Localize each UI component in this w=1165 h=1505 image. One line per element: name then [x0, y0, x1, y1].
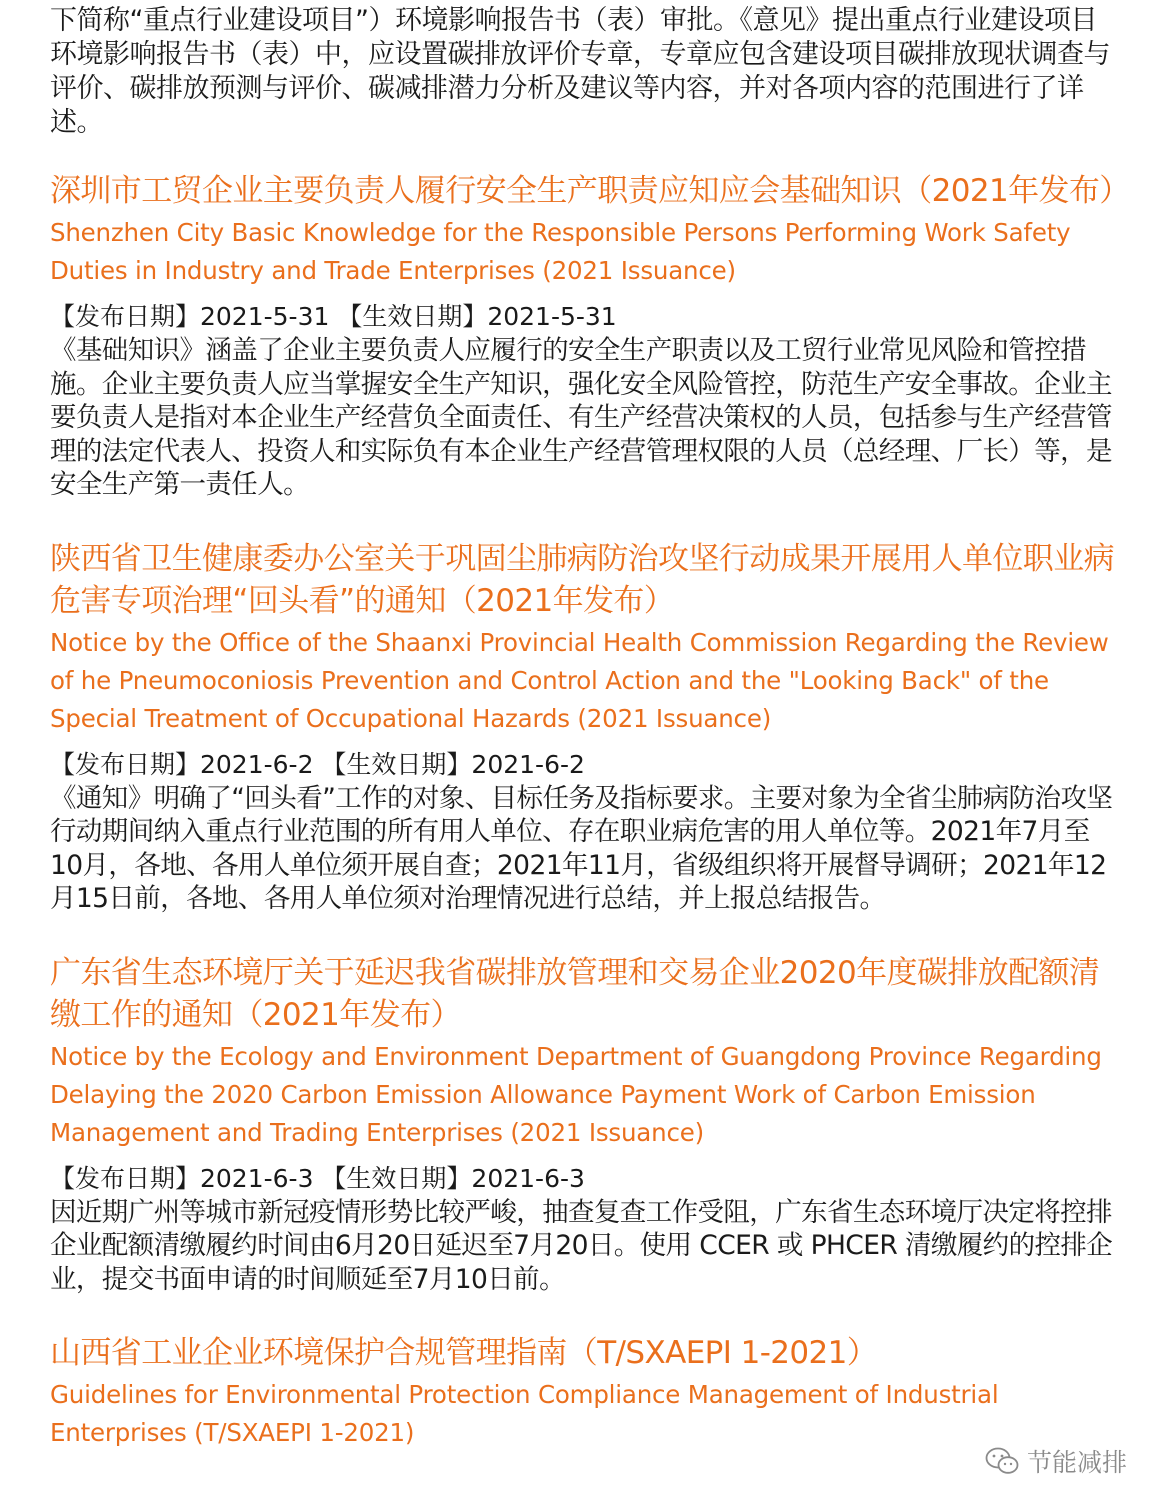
entry-title-zh: 广东省生态环境厅关于延迟我省碳排放管理和交易企业2020年度碳排放配额清缴工作的通知（2021年发布）	[50, 954, 1100, 1033]
intro-paragraph: 下简称“重点行业建设项目”）环境影响报告书（表）审批。《意见》提出重点行业建设项目环境影响报告书（表）中，应设置碳排放评价专章，专章应包含建设项目碳排放现状调查与评价、碳排放预测与评价、碳减排潜力分析及建议等内容，并对各项内容的范围进行了详述。	[50, 5, 1110, 138]
wechat-icon	[985, 1447, 1019, 1475]
regulation-entry-guangdong	[50, 952, 1118, 1297]
entry-title-zh: 山西省工业企业环境保护合规管理指南（T/SXAEPI 1-2021）	[50, 1335, 878, 1371]
document-page	[50, 0, 1130, 1452]
entry-description: 《通知》明确了“回头看”工作的对象、目标任务及指标要求。主要对象为全省尘肺病防治攻坚行动期间纳入重点行业范围的所有用人单位、存在职业病危害的用人单位等。2021年7月至10月，各地、各用人单位须开展自查；2021年11月，省级组织将开展督导调研；2021年12月15日前，各地、各用人单位须对治理情况进行总结，并上报总结报告。	[50, 782, 1113, 914]
entry-title-en: Shenzhen City Basic Knowledge for the Responsible Persons Performing Work Safety Duties in Industry and Trade Enterprises (2021 Issuance)	[50, 218, 1071, 285]
entry-description: 《基础知识》涵盖了企业主要负责人应履行的安全生产职责以及工贸行业常见风险和管控措施。企业主要负责人应当掌握安全生产知识，强化安全风险管控，防范生产安全事故。企业主要负责人是指对本企业生产经营负全面责任、有生产经营决策权的人员，包括参与生产经营管理的法定代表人、投资人和实际负有本企业生产经营管理权限的人员（总经理、厂长）等，是安全生产第一责任人。	[50, 335, 1112, 500]
entry-dates: 【发布日期】2021-6-2 【生效日期】2021-6-2	[50, 749, 585, 779]
watermark	[985, 1443, 1127, 1479]
entry-description: 因近期广州等城市新冠疫情形势比较严峻，抽查复查工作受阻，广东省生态环境厅决定将控排企业配额清缴履约时间由6月20日延迟至7月20日。使用 CCER 或 PHCER 清缴履约的控排企业，提交书面申请的时间顺延至7月10日前。	[50, 1196, 1113, 1295]
entry-title-en: Notice by the Ecology and Environment Department of Guangdong Province Regarding Delaying the 2020 Carbon Emission Allowance Payment Work of Carbon Emission Management and Trading Enterprises (2021 Issuance)	[50, 1041, 1102, 1147]
entry-title-zh: 深圳市工贸企业主要负责人履行安全生产职责应知应会基础知识（2021年发布）	[50, 173, 1130, 209]
regulation-entry-shanxi	[50, 1332, 1118, 1452]
regulation-entry-shenzhen	[50, 170, 1130, 502]
watermark-text: 节能减排	[1026, 1448, 1127, 1477]
entry-title-en: Notice by the Office of the Shaanxi Provincial Health Commission Regarding the Review of he Pneumoconiosis Prevention and Control Action and the "Looking Back" of the Special Treatment of Occupational Hazards (2021 Issuance)	[50, 627, 1109, 733]
regulation-entry-shaanxi	[50, 538, 1118, 916]
entry-dates: 【发布日期】2021-6-3 【生效日期】2021-6-3	[50, 1163, 585, 1193]
entry-dates: 【发布日期】2021-5-31 【生效日期】2021-5-31	[50, 302, 617, 331]
entry-title-en: Guidelines for Environmental Protection Compliance Management of Industrial Enterprises (T/SXAEPI 1-2021)	[50, 1380, 999, 1447]
entry-title-zh: 陕西省卫生健康委办公室关于巩固尘肺病防治攻坚行动成果开展用人单位职业病危害专项治理“回头看”的通知（2021年发布）	[50, 540, 1114, 619]
